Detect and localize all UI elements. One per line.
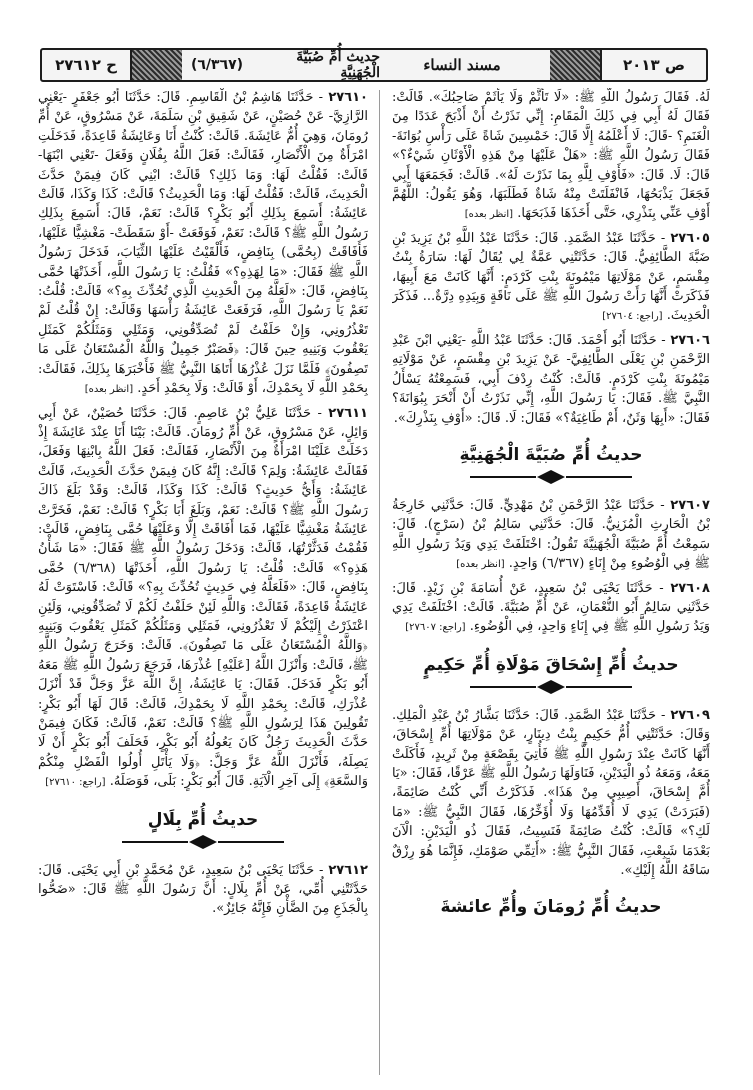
section-title: حديثُ أُمِّ صُبَيَّةَ الْجُهَنِيَّةِ [459,444,643,465]
hadith-number: ٢٧٦٠٦ [670,332,710,348]
ornament-divider-icon [466,680,636,694]
hadith-number: ٢٧٦٠٥ [670,230,710,246]
hadith-text: - حَدَّثَنَا هَاشِمُ بْنُ الْقَاسِمِ. قَالَ: حَدَّثَنَا أَبُو جَعْفَرٍ -يَعْنِي الرَّازِيَّ- عَنْ حُصَيْنٍ، عَنْ شَقِيقِ بْنِ سَلَمَةَ، عَنْ مَسْرُوقٍ، عَنْ أُمِّ رُومَانَ، وَهِيَ أُمُّ عَائِشَةَ. قَالَتْ: كُنْتُ أَنَا وَعَائِشَةُ قَاعِدَةً، فَدَخَلَتِ امْرَأَةٌ مِنَ الْأَنْصَارِ، فَقَالَتْ: فَعَلَ اللَّهُ بِفُلَانٍ وَفَعَلَ -تَعْنِي ابْنَهَا- قَالَتْ: فَقُلْتُ لَهَا: وَمَا ذَلِكِ؟ قَالَتْ: ابْنِي كَانَ فِيمَنْ حَدَّثَ الْحَدِيثَ، قَالَتْ: فَقُلْتُ لَهَا: وَمَا الْحَدِيثُ؟ قَالَتْ: كَذَا وَكَذَا، قَالَتْ عَائِشَةُ: أَسَمِعَ بِذَلِكِ أَبُو بَكْرٍ؟ قَالَتْ: نَعَمْ، قَالَ: أَسَمِعَ بِذَلِكِ رَسُولُ اللَّهِ ﷺ؟ قَالَتْ: نَعَمْ، فَوَقَعَتْ -أَوْ سَقَطَتْ- مَغْشِيًّا عَلَيْهَا، فَأَفَاقَتْ (بِحُمَّى) بِنَافِضٍ، فَأَلْقَيْتُ عَلَيْهَا الثِّيَابَ، فَدَخَلَ رَسُولُ اللَّهِ ﷺ فَقَالَ: «مَا لِهَذِهِ؟» فَقُلْتُ: يَا رَسُولَ اللَّهِ، أَخَذَتْهَا حُمَّى بِنَافِضٍ، قَالَ: «لَعَلَّهُ مِنَ الْحَدِيثِ الَّذِي تُحُدِّثَ بِهِ؟» قَالَتْ: قُلْتُ: نَعَمْ يَا رَسُولَ اللَّهِ، فَرَفَعَتْ عَائِشَةُ رَأْسَهَا وَقَالَتْ: إِنْ قُلْتُ لَمْ تَعْذُرُونِي، وَإِنْ حَلَفْتُ لَمْ تُصَدِّقُونِي، وَمَثَلِي وَمَثَلُكُمْ كَمَثَلِ يَعْقُوبَ وَبَنِيهِ حِينَ قَالَ: ﴿فَصَبْرٌ جَمِيلٌ وَاللَّهُ الْمُسْتَعَانُ عَلَى مَا تَصِفُونَ﴾ فَلَمَّا نَزَلَ عُذْرُهَا أَتَاهَا النَّبِيُّ ﷺ فَأَخْبَرَهَا بِذَلِكَ، فَقَالَتْ: بِحَمْدِ اللَّهِ لَا بِحَمْدِكَ، أَوْ قَالَتْ: وَلَا بِحَمْدِ أَحَدٍ. [38,90,368,397]
hadith-reference: [راجع: ٢٧٦٠٤] [602,311,663,323]
running-hadith-title: حديث أُمِّ صُبَيَّةَ الْجُهَنِيَّةِ [296,49,380,81]
section-title: حديثُ أُمِّ رُومَانَ وأُمِّ عائشةَ [440,897,662,918]
right-column [392,88,710,1078]
hadith-text: - حَدَّثَنَا أَبُو أَحْمَدَ. قَالَ: حَدَّثَنَا عَبْدُ اللَّهِ -يَعْنِي ابْنَ عَبْدِ الرَّحْمَنِ بْنِ يَعْلَى الطَّائِفِيَّ- عَنْ يَزِيدَ بْنِ مِقْسَمٍ، عَنْ مَوْلَاتِهِ مَيْمُونَةَ بِنْتِ كَرْدَمٍ. قَالَتْ: كُنْتُ رِدْفَ أَبِي، فَسَمِعْتُهُ يَسْأَلُ النَّبِيَّ ﷺ. فَقَالَ: يَا رَسُولَ اللَّهِ، إِنِّي نَذَرْتُ أَنْ أَنْحَرَ بِبُوَانَةَ؟ فَقَالَ: «أَبِهَا وَثَنٌ، أَمْ طَاغِيَةٌ؟» فَقَالَ: لَا. قَالَ: «أَوْفِ بِنَذْرِكَ». [392,332,710,426]
hadith-text: - حَدَّثَنَا عَلِيُّ بْنُ عَاصِمٍ. قَالَ: حَدَّثَنَا حُصَيْنٌ، عَنْ أَبِي وَائِلٍ، عَنْ مَسْرُوقٍ، عَنْ أُمِّ رُومَانَ. قَالَتْ: بَيْنَا أَنَا عِنْدَ عَائِشَةَ إِذْ دَخَلَتْ عَلَيْنَا امْرَأَةٌ مِنَ الْأَنْصَارِ، فَقَالَتْ: فَعَلَ اللَّهُ بِابْنِهَا وَفَعَلَ، فَقَالَتْ عَائِشَةُ: وَلِمَ؟ قَالَتْ: إِنَّهُ كَانَ فِيمَنْ حَدَّثَ الْحَدِيثَ، قَالَتْ عَائِشَةُ: وَأَيُّ حَدِيثٍ؟ قَالَتْ: كَذَا وَكَذَا، قَالَتْ: وَقَدْ بَلَغَ ذَاكَ رَسُولَ اللَّهِ ﷺ؟ قَالَتْ: نَعَمْ، وَبَلَغَ أَبَا بَكْرٍ؟ قَالَتْ: نَعَمْ، فَخَرَّتْ عَائِشَةُ مَغْشِيًّا عَلَيْهَا، فَمَا أَفَاقَتْ إِلَّا وَعَلَيْهَا حُمَّى بِنَافِضٍ، قَالَتْ: فَقُمْتُ فَدَثَّرْتُهَا، قَالَتْ: وَدَخَلَ رَسُولُ اللَّهِ ﷺ فَقَالَ: «مَا شَأْنُ هَذِهِ؟» قَالَتْ: قُلْتُ: يَا رَسُولَ اللَّهِ، أَخَذَتْهَا (٦/٣٦٨) حُمَّى بِنَافِضٍ، قَالَ: «فَلَعَلَّهُ فِي حَدِيثٍ تُحُدِّثَ بِهِ؟» قَالَتْ: فَاسْتَوَتْ لَهُ عَائِشَةُ قَاعِدَةً، فَقَالَتْ: وَاللَّهِ لَئِنْ حَلَفْتُ لَكُمْ لَا تُصَدِّقُونِي، وَلَئِنِ اعْتَذَرْتُ إِلَيْكُمْ لَا تَعْذُرُونِي، فَمَثَلِي وَمَثَلُكُمْ كَمَثَلِ يَعْقُوبَ وَبَنِيهِ ﴿وَاللَّهُ الْمُسْتَعَانُ عَلَى مَا تَصِفُونَ﴾. قَالَتْ: وَخَرَجَ رَسُولُ اللَّهِ ﷺ، قَالَتْ: وَأَنْزَلَ اللَّهُ [عَلَيْهِ] عُذْرَهَا، فَرَجَعَ رَسُولُ اللَّهِ ﷺ مَعَهُ أَبُو بَكْرٍ فَدَخَلَ. فَقَالَ: يَا عَائِشَةُ، إِنَّ اللَّهَ عَزَّ وَجَلَّ قَدْ أَنْزَلَ عُذْرَكِ، قَالَتْ: بِحَمْدِ اللَّهِ لَا بِحَمْدِكَ، قَالَتْ: قَالَ لَهَا أَبُو بَكْرٍ: تَقُولِينَ هَذَا لِرَسُولِ اللَّهِ ﷺ؟ قَالَتْ: نَعَمْ، قَالَتْ: فَكَانَ فِيمَنْ حَدَّثَ الْحَدِيثَ رَجُلٌ كَانَ يَعُولُهُ أَبُو بَكْرٍ، فَحَلَفَ أَبُو بَكْرٍ أَنْ لَا يَصِلَهُ، فَأَنْزَلَ اللَّهُ عَزَّ وَجَلَّ: ﴿وَلَا يَأْتَلِ أُولُوا الْفَضْلِ مِنْكُمْ وَالسَّعَةِ﴾ إِلَى آخِرِ الْآيَةِ. قَالَ أَبُو بَكْرٍ: بَلَى، فَوَصَلَهُ. [38,405,368,790]
hadith-27612 [38,861,368,919]
hadith-number: ٢٧٦٠٩ [670,707,710,723]
hadith-reference: [راجع: ٢٧٦١٠] [45,777,106,789]
hadith-27608 [392,579,710,638]
hadith-number: ٢٧٦١١ [328,405,368,421]
hadith-27605 [392,229,710,327]
left-column [38,88,368,1078]
hadith-text: - حَدَّثَنَا عَبْدُ الصَّمَدِ. قَالَ: حَدَّثَنَا بَشَّارُ بْنُ عَبْدِ الْمَلِكِ. وَقَالَ: حَدَّثَتْنِي أُمُّ حَكِيمٍ بِنْتُ دِينَارٍ، عَنْ مَوْلَاتِهَا أُمِّ إِسْحَاقَ، أَنَّهَا كَانَتْ عِنْدَ رَسُولِ اللَّهِ ﷺ فَأُتِيَ بِقَصْعَةٍ مِنْ ثَرِيدٍ، فَأَكَلَتْ مَعَهُ، وَمَعَهُ ذُو الْيَدَيْنِ، فَنَاوَلَهَا رَسُولُ اللَّهِ ﷺ عَرْقًا، فَقَالَ: «يَا أُمَّ إِسْحَاقَ، أَصِيبِي مِنْ هَذَا». فَذَكَرْتُ أَنِّي كُنْتُ صَائِمَةً، (فَبَرَدَتْ) يَدِي لَا أُقَدِّمُهَا وَلَا أُؤَخِّرُهَا، فَقَالَ النَّبِيُّ ﷺ: «مَا لَكِ؟» قَالَتْ: كُنْتُ صَائِمَةً فَنَسِيتُ، فَقَالَ ذُو الْيَدَيْنِ: الْآنَ بَعْدَمَا شَبِعْتِ، فَقَالَ النَّبِيُّ ﷺ: «أَتِمِّي صَوْمَكِ، فَإِنَّمَا هُوَ رِزْقٌ سَاقَهُ اللَّهُ إِلَيْكِ». [392,707,710,878]
musnad-title: مسند النساء [423,56,501,74]
hadith-27611 [38,404,368,793]
hadith-reference: [انظر بعده] [464,209,514,221]
section-title: حديثُ أُمِّ إِسْحَاقَ مَوْلَاةِ أُمِّ حَكِيمٍ [423,654,679,675]
header-hatch-right [550,50,600,80]
hadith-number: ٢٧٦٠٨ [670,580,710,596]
column-divider [379,90,380,1075]
ornament-divider-icon [118,835,288,849]
hadith-continuation [392,88,710,225]
hadith-27606 [392,331,710,428]
header-hatch-left [132,50,182,80]
hadith-text: - حَدَّثَنَا يَحْيَى بْنُ سَعِيدٍ، عَنْ أُسَامَةَ بْنِ زَيْدٍ. قَالَ: حَدَّثَنِي سَالِمٌ أَبُو النُّعْمَانِ، عَنْ أُمِّ صُبَيَّةَ. قَالَتْ: اخْتَلَفَتْ يَدِي وَيَدُ رَسُولِ اللَّهِ ﷺ فِي إِنَاءٍ وَاحِدٍ، فِي الْوُضُوءِ. [392,580,710,635]
section-heading-umm-ruman [392,894,710,920]
hadith-27609 [392,706,710,881]
hadith-text: - حَدَّثَنَا عَبْدُ الصَّمَدِ. قَالَ: حَدَّثَنَا عَبْدُ اللَّهِ بْنُ يَزِيدَ بْنِ ضَبَّةَ الطَّائِفِيُّ. قَالَ: حَدَّثَتْنِي عَمَّةٌ لِي يُقَالُ لَهَا: سَارَةُ بِنْتُ مِقْسَمٍ، عَنْ مَوْلَاتِهَا مَيْمُونَةَ بِنْتِ كَرْدَمٍ: أَنَّهَا كَانَتْ مَعَ أَبِيهَا، فَذَكَرَتْ أَنَّهَا رَأَتْ رَسُولَ اللَّهِ ﷺ عَلَى نَاقَةٍ وَبِيَدِهِ دِرَّةٌ... فَذَكَرَ الْحَدِيثَ. [392,230,710,324]
hadith-number: ٢٧٦٠٧ [670,497,710,513]
ornament-divider-icon [466,470,636,484]
section-heading-umm-ishaq [392,652,710,694]
hadith-number: ٢٧٦١٠ [328,90,368,105]
page-header [40,48,708,82]
hadith-27610 [38,88,368,400]
hadith-reference: [انظر بعده] [456,559,505,571]
page-number-label: ص ٢٠١٣ [600,50,706,80]
hadith-number: ٢٧٦١٢ [328,862,368,878]
hadith-text: - حَدَّثَنَا عَبْدُ الرَّحْمَنِ بْنُ مَهْدِيٍّ. قَالَ: حَدَّثَنِي خَارِجَةُ بْنُ الْحَارِثِ الْمُزَنِيُّ. قَالَ: حَدَّثَنِي سَالِمُ بْنُ (سَرْجٍ). قَالَ: سَمِعْتُ أُمَّ صُبَيَّةَ الْجُهَنِيَّةَ تَقُولُ: اخْتَلَفَتْ يَدِي وَيَدُ رَسُولِ اللَّهِ ﷺ فِي الْوُضُوءِ مِنْ إِنَاءٍ (٦/٣٦٧) وَاحِدٍ. [392,497,710,572]
hadith-reference: [راجع: ٢٧٦٠٧] [405,622,466,634]
hadith-range-label: ح ٢٧٦١٢ [42,50,132,80]
hadith-text: لَهُ. فَقَالَ رَسُولُ اللَّهِ ﷺ: «لَا تَأَثَّمْ وَلَا يَأْثَمْ صَاحِبُكَ». قَالَتْ: فَقَالَ لَهُ أَبِي فِي ذَلِكَ الْمَقَامِ: إِنِّي نَذَرْتُ أَنْ أَذْبَحَ عَدَدًا مِنَ الْغَنَمِ؟ -قَالَ: لَا أَعْلَمُهُ إِلَّا قَالَ: خَمْسِينَ شَاةً عَلَى رَأْسِ بُوَانَةَ- فَقَالَ رَسُولُ اللَّهِ ﷺ: «هَلْ عَلَيْهَا مِنْ هَذِهِ الْأَوْثَانِ شَيْءٌ؟» قَالَ: لَا. قَالَ: «فَأَوْفِ لِلَّهِ بِمَا نَذَرْتَ لَهُ». قَالَتْ: فَجَمَعَهَا أَبِي فَجَعَلَ يَذْبَحُهَا، فَانْفَلَتَتْ مِنْهُ شَاةٌ فَطَلَبَهَا، وَهُوَ يَقُولُ: اللَّهُمَّ أَوْفِ عَنِّي بِنَذْرِي، حَتَّى أَخَذَهَا فَذَبَحَهَا. [392,90,710,222]
hadith-reference: [انظر بعده] [84,384,134,396]
hadith-27607 [392,496,710,575]
section-heading-umm-subayya [392,442,710,484]
section-title: حديثُ أُمِّ بِلَالٍ [147,809,259,830]
volume-page-label: (٦/٣٦٧) [190,57,244,73]
section-heading-umm-bilal [38,807,368,849]
hadith-text: - حَدَّثَنَا يَحْيَى بْنُ سَعِيدٍ، عَنْ مُحَمَّدِ بْنِ أَبِي يَحْيَى. قَالَ: حَدَّثَتْنِي أُمِّي، عَنْ أُمِّ بِلَالٍ: أَنَّ رَسُولَ اللَّهِ ﷺ قَالَ: «ضَحُّوا بِالْجَذَعِ مِنَ الضَّأْنِ فَإِنَّهُ جَائِزٌ». [38,862,368,917]
